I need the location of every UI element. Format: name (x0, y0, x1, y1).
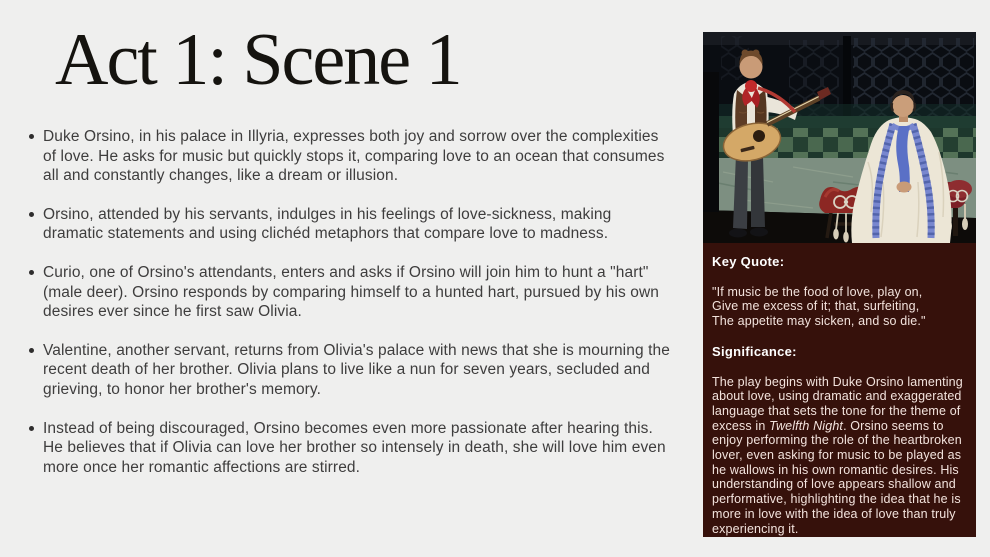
list-item: Curio, one of Orsino's attendants, enters and asks if Orsino will join him to hunt a "hart" (male deer). Orsino responds by comparing himself to a hunted hart, pursued by his own desires ever since he first saw Olivia. (28, 263, 670, 322)
quote-line: "If music be the food of love, play on, (712, 284, 923, 299)
quote-line: Give me excess of it; that, surfeiting, (712, 299, 920, 314)
stage-scene-illustration (703, 32, 976, 243)
list-item: Instead of being discouraged, Orsino becomes even more passionate after hearing this. He believes that if Olivia can love her brother so intensely in death, she will love him even more once her romantic affections are stirred. (28, 419, 670, 478)
key-quote-heading: Key Quote: (712, 254, 785, 269)
sidebar-panel (703, 32, 976, 537)
key-quote-text (712, 285, 967, 329)
significance-text-part: The play begins with Duke Orsino lamenting about love, using dramatic and exaggerated language that sets the tone for the theme of excess in (712, 374, 963, 433)
list-item: Orsino, attended by his servants, indulges in his feelings of love-sickness, making dramatic statements and using clichéd metaphors that compare love to madness. (28, 205, 670, 244)
quote-line: The appetite may sicken, and so die." (712, 314, 926, 329)
list-item: Valentine, another servant, returns from Olivia's palace with news that she is mourning the recent death of her brother. Olivia plans to live like a nun for seven years, secluded and grieving, to honor her brother's memory. (28, 341, 670, 400)
significance-play-title-italic: Twelfth Night (769, 418, 844, 433)
significance-text (712, 375, 967, 537)
list-item: Duke Orsino, in his palace in Illyria, expresses both joy and sorrow over the complexities of love. He asks for music but quickly stops it, comparing love to an ocean that consumes all and constantly changes, like a dream or illusion. (28, 127, 670, 186)
performance-photo (703, 32, 976, 243)
significance-heading: Significance: (712, 343, 797, 359)
bullet-list (28, 127, 670, 496)
significance-text-part: . Orsino seems to enjoy performing the role of the heartbroken lover, even asking for music to be played as he wallows in his own romantic desires. His understanding of love appears shallow and performative, highlighting the idea that he is more in love with the idea of love than truly experiencing it. (712, 418, 962, 536)
sidebar-content (703, 243, 976, 536)
page-title: Act 1: Scene 1 (55, 19, 461, 101)
